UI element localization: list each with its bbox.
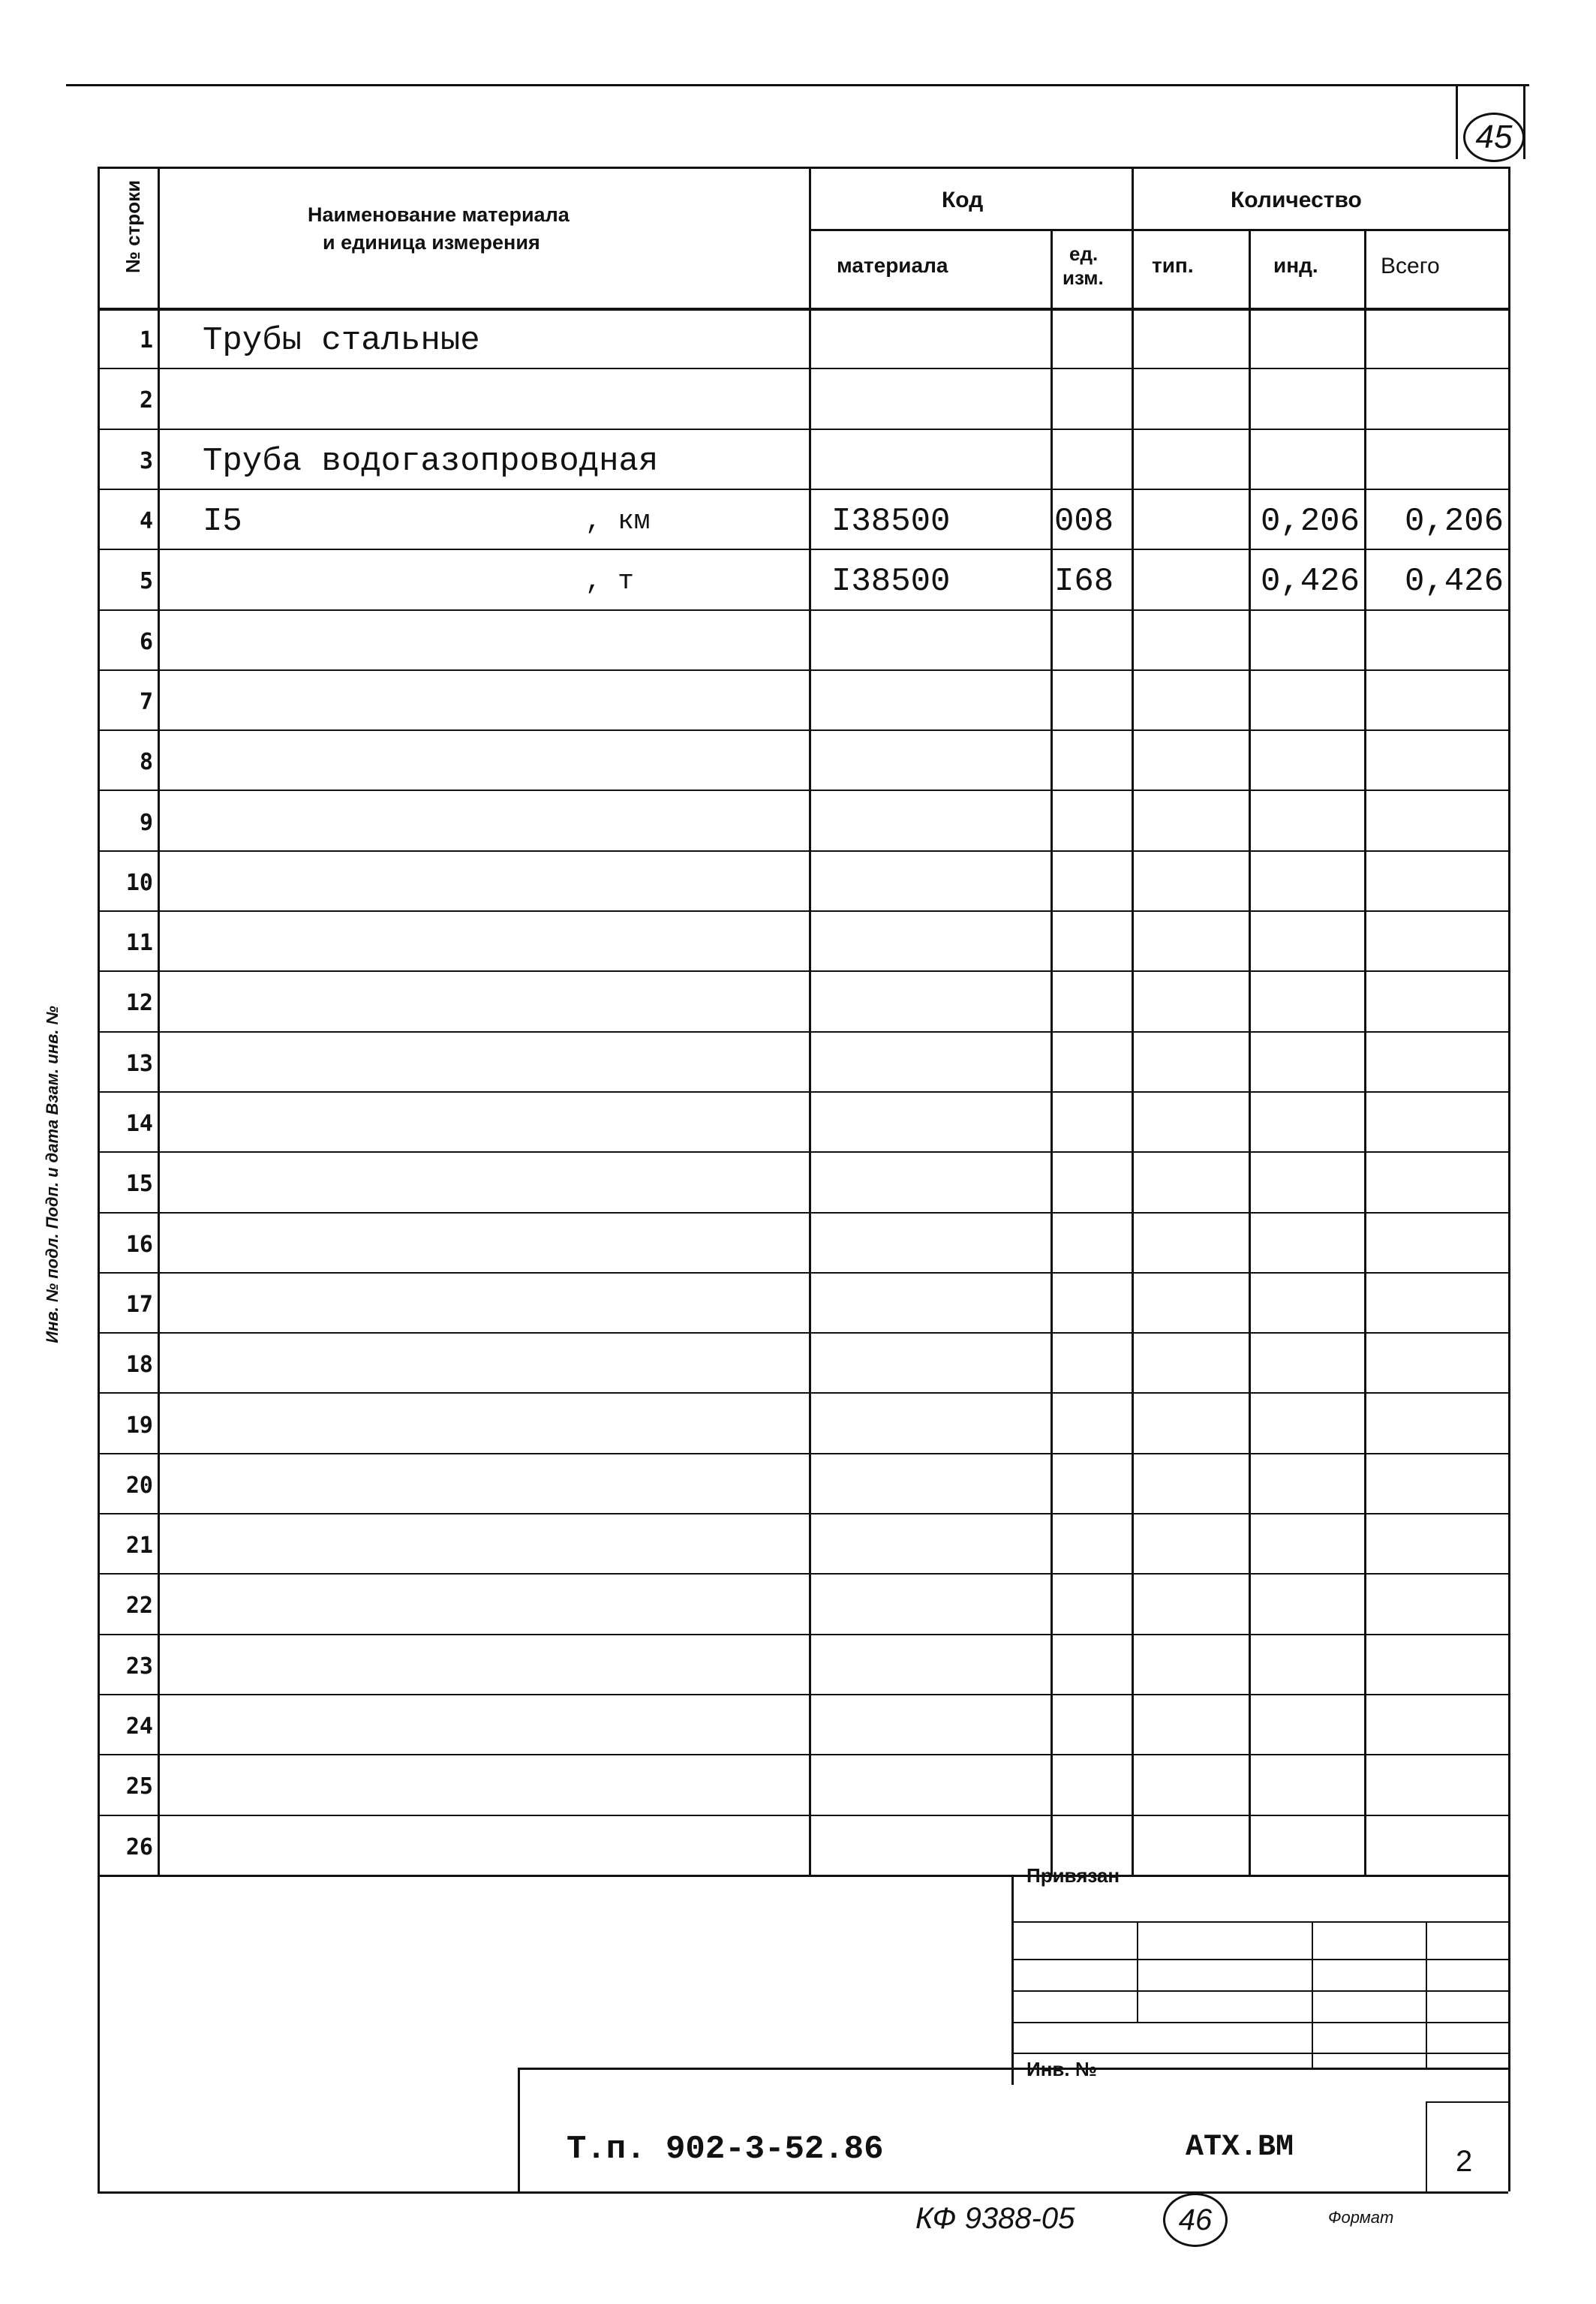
title-block-left [518,2068,520,2191]
row-number: 10 [125,869,153,896]
row-number: 23 [125,1653,153,1680]
header-ind: инд. [1273,254,1318,277]
table-row [0,308,1596,368]
row-number: 25 [125,1773,153,1800]
table-row [0,429,1596,489]
table-bottom-border [98,1875,1508,1877]
sheet-box-left [1426,2101,1427,2191]
header-name-line1: Наименование материала [308,203,570,226]
stamp-col-2 [1312,1921,1313,2068]
table-top-border [98,167,1508,169]
margin-note: Инв. № подл. Подп. и дата Взам. инв. № [43,1006,62,1343]
table-row [0,970,1596,1030]
table-row [0,1031,1596,1091]
row-number: 21 [125,1532,153,1560]
table-row [0,729,1596,790]
table-row [0,1513,1596,1573]
row-number: 15 [125,1171,153,1198]
table-row [0,1091,1596,1151]
table-row [0,549,1596,609]
page-bottom-border [98,2191,1508,2194]
header-total: Всего [1381,254,1440,278]
qty-total: 0,206 [1404,503,1504,541]
stamp-line-5 [1011,2053,1508,2054]
stamp-line-2 [1011,1959,1508,1960]
stamp-line-1 [1011,1921,1508,1923]
row-number: 18 [125,1352,153,1379]
material-code: I38500 [831,563,951,601]
row-number: 12 [125,990,153,1017]
table-row [0,1272,1596,1332]
material-code: I38500 [831,503,951,541]
row-number: 13 [125,1050,153,1077]
stamp-doc-code: АТХ.ВМ [1186,2131,1294,2164]
stamp-col-1 [1137,1921,1138,2023]
row-number: 14 [125,1111,153,1138]
qty-total: 0,426 [1404,563,1504,601]
row-number: 1 [139,327,153,354]
footer-order: КФ 9388-05 [915,2202,1075,2235]
qty-ind: 0,206 [1260,503,1360,541]
row-number: 19 [125,1412,153,1439]
row-number: 11 [125,930,153,957]
row-number: 22 [125,1593,153,1620]
table-row [0,1212,1596,1272]
material-name: Труба водогазопроводная [203,442,659,480]
footer-format: Формат [1328,2208,1394,2227]
row-number: 7 [139,688,153,715]
header-name-line2: и единица измерения [323,231,540,254]
header-typ: тип. [1152,254,1194,277]
page-number-top: 45 [1475,119,1513,155]
stamp-line-4 [1011,2022,1508,2023]
row-number: 9 [139,809,153,836]
row-number: 26 [125,1833,153,1860]
material-name: Трубы стальные [203,322,480,360]
stamp-privyazan: Привязан [1026,1864,1120,1887]
footer-circled-number [1163,2193,1228,2247]
row-number: 20 [125,1472,153,1499]
header-split-line [809,229,1508,231]
table-row [0,1815,1596,1875]
stamp-sheet: 2 [1456,2145,1473,2178]
unit-label: , т [585,566,634,597]
table-row [0,609,1596,669]
unit-label: , км [585,506,651,537]
footer-circled-text: 46 [1178,2203,1213,2236]
title-block-top [518,2068,1508,2070]
row-number: 8 [139,749,153,776]
header-unit-line2: изм. [1062,266,1104,289]
row-number: 17 [125,1291,153,1318]
table-row [0,1754,1596,1814]
row-number: 6 [139,628,153,655]
row-number: 16 [125,1231,153,1258]
table-row [0,1332,1596,1392]
table-row [0,1453,1596,1513]
table-row [0,368,1596,428]
table-row [0,1392,1596,1452]
header-unit-line1: ед. [1069,242,1099,265]
qty-ind: 0,426 [1260,563,1360,601]
header-row-number: № строки [122,179,144,274]
row-number: 3 [139,447,153,474]
stamp-col-3 [1426,1921,1427,2068]
row-number: 4 [139,508,153,535]
sheet-box-top [1426,2101,1508,2103]
stamp-inv-no: Инв. № [1026,2058,1097,2080]
table-row [0,1634,1596,1694]
table-row [0,1151,1596,1211]
row-number: 24 [125,1713,153,1740]
table-row [0,910,1596,970]
stamp-doc-number: Т.п. 902-3-52.86 [567,2131,884,2168]
table-row [0,790,1596,850]
row-number: 2 [139,387,153,414]
unit-code: 008 [1054,503,1114,541]
table-row [0,850,1596,910]
header-quantity: Количество [1231,188,1362,212]
table-row [0,1694,1596,1754]
material-name: I5 [203,503,242,541]
row-number: 5 [139,568,153,595]
table-row [0,669,1596,729]
header-code: Код [942,188,984,212]
stamp-line-3 [1011,1990,1508,1992]
table-row [0,489,1596,549]
unit-code: I68 [1054,563,1114,601]
table-row [0,1573,1596,1633]
header-material: материала [837,254,948,277]
